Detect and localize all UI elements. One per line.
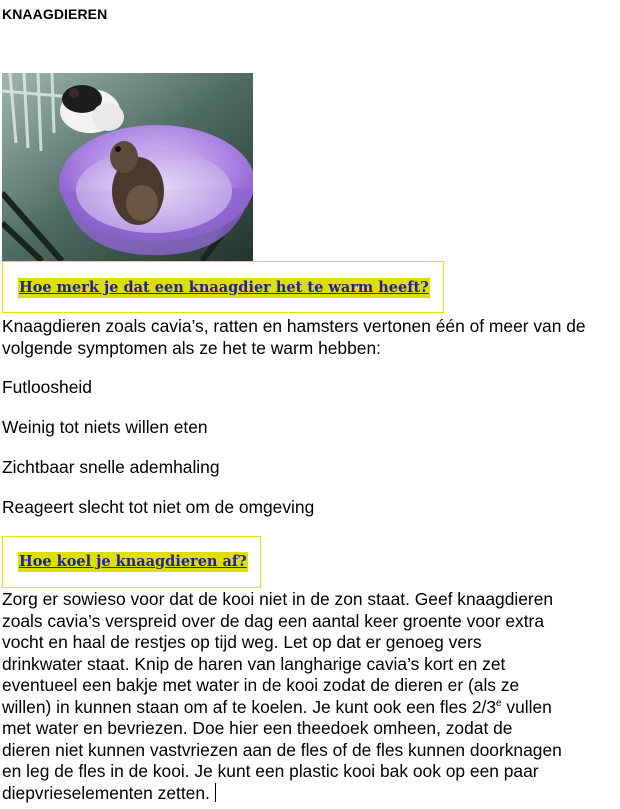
superscript-e: e [496, 697, 502, 709]
heading-box-cool-down [2, 536, 261, 588]
heading-link-too-warm[interactable]: Hoe merk je dat een knaagdier het te warm heeft? [19, 279, 429, 296]
paragraph-line: vocht en haal de restjes op tijd weg. Let op dat er genoeg vers [2, 632, 482, 652]
symptom-item: Weinig tot niets willen eten [2, 417, 208, 437]
heading-box-too-warm [2, 261, 444, 313]
paragraph-line: dieren niet kunnen vastvriezen aan de fles of de fles kunnen doorknagen [2, 739, 562, 760]
paragraph-line-with-superscript [2, 697, 614, 719]
paragraph-line-last [2, 783, 614, 805]
symptom-item: Reageert slecht tot niet om de omgeving [2, 497, 315, 517]
paragraph-line: eventueel een bakje met water in de kooi zodat de dieren er (als ze [2, 675, 520, 695]
intro-paragraph: Knaagdieren zoals cavia’s, ratten en hamsters vertonen één of meer van de volgende symptomen als ze het te warm hebben: [2, 316, 586, 358]
paragraph-line: en leg de fles in de kooi. Je kunt een plastic kooi bak ook op een paar [2, 761, 539, 781]
document-title: KNAAGDIEREN [2, 6, 108, 22]
paragraph-line-text: diepvrieselementen zetten. [2, 782, 210, 803]
rat-photo [2, 73, 253, 261]
symptom-item: Futloosheid [2, 377, 92, 397]
paragraph-line: met water en bevriezen. Doe hier een theedoek omheen, zodat de [2, 718, 513, 738]
paragraph-line-suffix: vullen [501, 696, 552, 717]
text-cursor [215, 783, 216, 802]
cooling-paragraph[interactable] [2, 589, 614, 804]
paragraph-line: Zorg er sowieso voor dat de kooi niet in de zon staat. Geef knaagdieren [2, 589, 554, 609]
paragraph-line-text: willen) in kunnen staan om af te koelen. Je kunt ook een fles 2/3 [2, 696, 497, 717]
rat-photo-illustration [2, 73, 253, 261]
paragraph-line: drinkwater staat. Knip de haren van langharige cavia’s kort en zet [2, 653, 506, 674]
heading-link-cool-down[interactable]: Hoe koel je knaagdieren af? [19, 553, 247, 570]
symptom-item: Zichtbaar snelle ademhaling [2, 457, 220, 477]
paragraph-line: zoals cavia’s verspreid over de dag een aantal keer groente voor extra [2, 610, 545, 631]
